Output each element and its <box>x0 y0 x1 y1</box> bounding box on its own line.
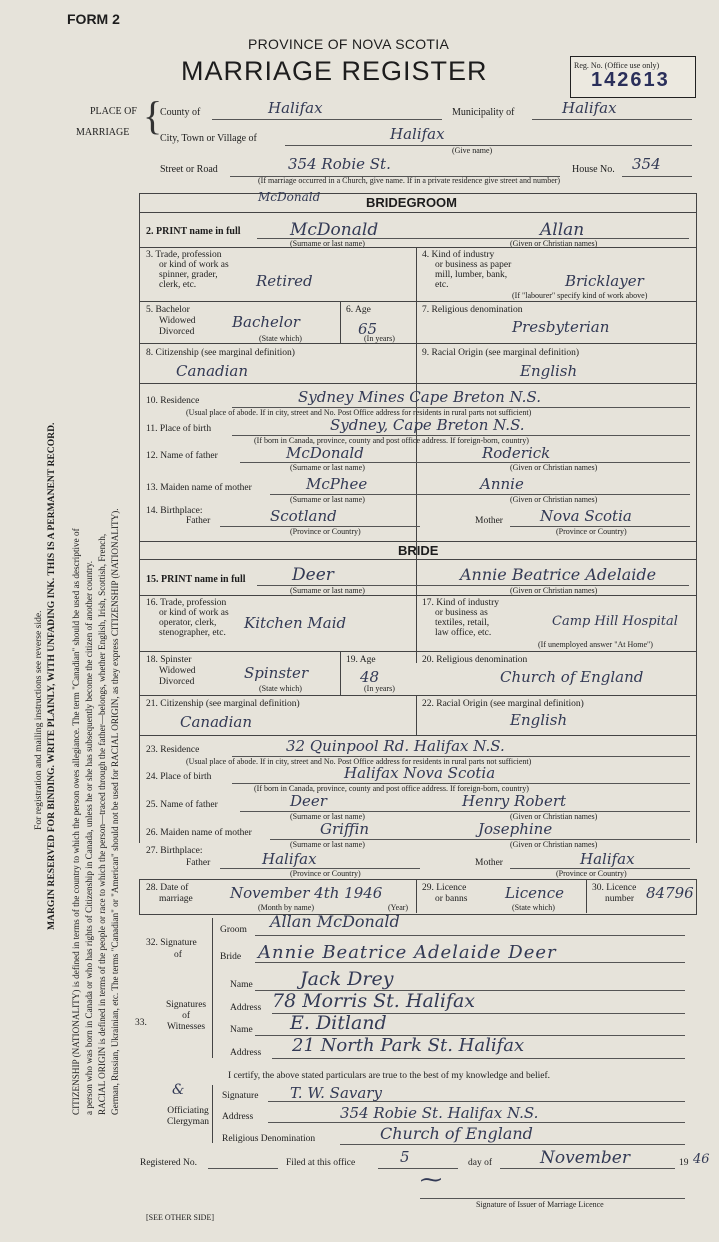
f26-given-hint: (Given or Christian names) <box>510 840 598 849</box>
groom-industry: Bricklayer <box>565 272 644 290</box>
clergy-address: 354 Robie St. Halifax N.S. <box>340 1104 539 1122</box>
marriage-date-hint: (Month by name) <box>258 903 314 912</box>
f13-given-hint: (Given or Christian names) <box>510 495 598 504</box>
groom-birth-hint: (If born in Canada, province, county and post office address. If foreign-born, country) <box>254 436 529 445</box>
f2-label: 2. PRINT name in full <box>146 226 241 237</box>
groom-mother-surname: McPhee <box>306 475 368 493</box>
f9-label: 9. Racial Origin (see marginal definition) <box>422 348 580 358</box>
brace: { <box>143 93 163 138</box>
f27-label: 27. Birthplace: <box>146 846 203 856</box>
bride-mother-birth: Halifax <box>580 850 635 868</box>
f14-father-label: Father <box>186 516 211 526</box>
see-other-side: [SEE OTHER SIDE] <box>146 1213 214 1222</box>
margin-line-5: RACIAL ORIGIN is defined in terms of the people or race to which the person—traced through the father—belongs, whether English, Irish, Scottish, French, <box>97 533 107 1115</box>
clergy-mark: & <box>172 1082 185 1098</box>
f27-father-label: Father <box>186 858 211 868</box>
bride-state-which: (State which) <box>259 684 302 693</box>
f15-label: 15. PRINT name in full <box>146 574 246 585</box>
f5-label: 5. Bachelor Widowed Divorced <box>146 305 196 337</box>
licence-number: 84796 <box>646 884 694 902</box>
margin-line-2: MARGIN RESERVED FOR BINDING. WRITE PLAINLY, WITH UNFADING INK. THIS IS A PERMANENT RECORD. <box>46 422 57 930</box>
issuer-signature: ⁓ <box>420 1168 444 1193</box>
municipality-label: Municipality of <box>452 107 515 118</box>
w1-name: Jack Drey <box>300 968 394 990</box>
reg-no-box <box>570 56 696 98</box>
bride-heading: BRIDE <box>398 543 439 558</box>
bride-given: Annie Beatrice Adelaide <box>460 565 657 584</box>
f22-label: 22. Racial Origin (see marginal definition) <box>422 699 584 709</box>
f25-label: 25. Name of father <box>146 800 218 810</box>
f26-label: 26. Maiden name of mother <box>146 828 252 838</box>
witnesses-label: Signatures of Witnesses <box>166 1000 207 1032</box>
bride-birth-hint: (If born in Canada, province, county and post office address. If foreign-born, country) <box>254 784 529 793</box>
bride-trade: Kitchen Maid <box>244 614 347 632</box>
filed-day: 5 <box>400 1148 410 1166</box>
f4-label: 4. Kind of industry or business as paper mill, lumber, bank, etc. <box>422 250 512 290</box>
f33-label: 33. <box>135 1018 147 1028</box>
groom-given: Allan <box>540 220 585 240</box>
f14-prov-hint-2: (Province or Country) <box>556 527 627 536</box>
f30-label: 30. Licence number <box>592 883 637 904</box>
filed-year: 46 <box>693 1152 710 1167</box>
bride-sig-label: Bride <box>220 952 242 962</box>
filed-month: November <box>540 1148 630 1168</box>
groom-state-which: (State which) <box>259 334 302 343</box>
groom-citizenship: Canadian <box>176 362 249 380</box>
w1-address: 78 Morris St. Halifax <box>272 990 475 1012</box>
house-label: House No. <box>572 164 615 175</box>
groom-in-years: (In years) <box>364 334 395 343</box>
f19-label: 19. Age <box>346 655 376 665</box>
f18-label: 18. Spinster Widowed Divorced <box>146 655 196 687</box>
f10-label: 10. Residence <box>146 396 200 406</box>
w2-name: E. Ditland <box>290 1012 387 1034</box>
f32-of: of <box>174 950 182 960</box>
marriage-year-hint: (Year) <box>388 903 409 912</box>
f27-prov-hint: (Province or Country) <box>290 869 361 878</box>
house-value: 354 <box>632 155 661 173</box>
groom-residence: Sydney Mines Cape Breton N.S. <box>298 388 541 406</box>
bride-surname: Deer <box>292 565 334 585</box>
groom-birth: Sydney, Cape Breton N.S. <box>330 416 525 434</box>
f12-label: 12. Name of father <box>146 451 218 461</box>
w2-name-label: Name <box>230 1025 253 1035</box>
bride-residence-hint: (Usual place of abode. If in city, street and No. Post Office address for residents in rural parts not sufficient) <box>186 757 532 766</box>
f14-label: 14. Birthplace: <box>146 506 203 516</box>
licence-or-banns: Licence <box>505 884 564 902</box>
officiating-label: Officiating Clergyman <box>167 1106 210 1127</box>
bride-residence: 32 Quinpool Rd. Halifax N.S. <box>286 737 505 755</box>
f13-label: 13. Maiden name of mother <box>146 483 252 493</box>
w1-name-label: Name <box>230 980 253 990</box>
groom-marital: Bachelor <box>232 313 300 331</box>
f15-surname-hint: (Surname or last name) <box>290 586 365 595</box>
groom-mother-birth: Nova Scotia <box>540 507 632 525</box>
groom-father-birth: Scotland <box>270 507 337 525</box>
bridegroom-heading: BRIDEGROOM <box>366 195 457 210</box>
f12-surname-hint: (Surname or last name) <box>290 463 365 472</box>
f26-surname-hint: (Surname or last name) <box>290 840 365 849</box>
f14-prov-hint: (Province or Country) <box>290 527 361 536</box>
groom-racial: English <box>520 362 578 380</box>
margin-line-4: a person who was born in Canada or who has rights of Citizenship in Canada, unless he or she has subsequently become the citizen of another country. <box>84 560 94 1115</box>
street-note: (If marriage occurred in a Church, give name. If in a private residence give street and number) <box>258 176 561 185</box>
w2-address-label: Address <box>230 1048 262 1058</box>
f24-label: 24. Place of birth <box>146 772 212 782</box>
bride-signature: Annie Beatrice Adelaide Deer <box>258 942 557 963</box>
groom-given-hint: (Given or Christian names) <box>510 239 598 248</box>
clergy-denomination: Church of England <box>380 1124 533 1143</box>
groom-signature: Allan McDonald <box>270 912 400 931</box>
registered-label: Registered No. <box>140 1158 197 1168</box>
groom-mother-given: Annie <box>480 475 524 493</box>
groom-industry-hint: (If "labourer" specify kind of work above) <box>512 291 648 300</box>
marriage-date: November 4th 1946 <box>230 884 383 902</box>
bride-father-birth: Halifax <box>262 850 317 868</box>
street-label: Street or Road <box>160 164 218 175</box>
city-label: City, Town or Village of <box>160 133 257 144</box>
bride-age: 48 <box>360 668 380 686</box>
bride-religion: Church of England <box>500 668 644 686</box>
bride-industry-hint: (If unemployed answer "At Home") <box>538 640 653 649</box>
reg-no-label: Reg. No. (Office use only) <box>574 61 660 70</box>
certify-text: I certify, the above stated particulars are true to the best of my knowledge and belief. <box>228 1071 550 1081</box>
f23-label: 23. Residence <box>146 745 200 755</box>
groom-sig-label: Groom <box>220 925 247 935</box>
f25-surname-hint: (Surname or last name) <box>290 812 365 821</box>
bride-racial: English <box>510 711 568 729</box>
groom-age: 65 <box>358 320 378 338</box>
groom-father-given: Roderick <box>482 444 551 462</box>
street-value: 354 Robie St. <box>288 155 391 173</box>
f25-given-hint: (Given or Christian names) <box>510 812 598 821</box>
bride-citizenship: Canadian <box>180 713 253 731</box>
f14-mother-label: Mother <box>475 516 503 526</box>
groom-above-heading: McDonald <box>258 190 321 204</box>
f7-label: 7. Religious denomination <box>422 305 523 315</box>
reg-no-value: 142613 <box>591 69 670 91</box>
bride-marital: Spinster <box>244 664 309 682</box>
f3-label: 3. Trade, profession or kind of work as spinner, grader, clerk, etc. <box>146 250 229 290</box>
clergy-address-label: Address <box>222 1112 254 1122</box>
f32-label: 32. Signature <box>146 938 197 948</box>
issuer-label: Signature of Issuer of Marriage Licence <box>476 1200 604 1209</box>
f17-label: 17. Kind of industry or business as textiles, retail, law office, etc. <box>422 598 500 638</box>
bride-father-given: Henry Robert <box>462 792 567 810</box>
groom-father-surname: McDonald <box>286 444 364 462</box>
f11-label: 11. Place of birth <box>146 424 212 434</box>
bride-mother-surname: Griffin <box>320 820 370 838</box>
day-of-label: day of <box>468 1158 493 1168</box>
clergy-sig-label: Signature <box>222 1091 259 1101</box>
margin-line-1: For registration and mailing instructions see reverse side. <box>33 610 44 830</box>
f16-label: 16. Trade, profession or kind of work as operator, clerk, stenographer, etc. <box>146 598 229 638</box>
bride-industry: Camp Hill Hospital <box>552 614 678 629</box>
groom-religion: Presbyterian <box>512 318 610 336</box>
filed-label: Filed at this office <box>286 1158 356 1168</box>
city-value: Halifax <box>390 125 445 143</box>
f21-label: 21. Citizenship (see marginal definition) <box>146 699 300 709</box>
groom-trade: Retired <box>256 272 313 290</box>
denomination-label: Religious Denomination <box>222 1134 316 1144</box>
margin-definitions <box>70 115 122 1115</box>
f28-label: 28. Date of marriage <box>146 883 193 904</box>
f29-label: 29. Licence or banns <box>422 883 468 904</box>
bride-in-years: (In years) <box>364 684 395 693</box>
f27-prov-hint-2: (Province or Country) <box>556 869 627 878</box>
f27-mother-label: Mother <box>475 858 503 868</box>
w1-address-label: Address <box>230 1003 262 1013</box>
margin-line-3: CITIZENSHIP (NATIONALITY) is defined in terms of the country to which the person owes allegiance. The term "Canadian" should be used as descriptive of <box>71 528 81 1115</box>
give-name-hint: (Give name) <box>452 146 493 155</box>
municipality-value: Halifax <box>562 99 617 117</box>
clergy-signature: T. W. Savary <box>290 1084 382 1102</box>
groom-surname-hint: (Surname or last name) <box>290 239 365 248</box>
county-label: County of <box>160 107 201 118</box>
f8-label: 8. Citizenship (see marginal definition) <box>146 348 295 358</box>
place-of-label: PLACE OF <box>90 106 137 117</box>
county-value: Halifax <box>268 99 323 117</box>
f13-surname-hint: (Surname or last name) <box>290 495 365 504</box>
groom-residence-hint: (Usual place of abode. If in city, street and No. Post Office address for residents in rural parts not sufficient) <box>186 408 532 417</box>
groom-surname: McDonald <box>290 220 379 240</box>
f15-given-hint: (Given or Christian names) <box>510 586 598 595</box>
year-prefix: 19 <box>679 1158 689 1168</box>
bride-father-surname: Deer <box>290 792 327 810</box>
licence-state-which: (State which) <box>512 903 555 912</box>
f6-label: 6. Age <box>346 305 371 315</box>
bride-birth: Halifax Nova Scotia <box>344 764 496 782</box>
f12-given-hint: (Given or Christian names) <box>510 463 598 472</box>
marriage-label: MARRIAGE <box>76 127 130 138</box>
margin-line-6: German, Russian, Ukrainian, etc. The terms "Canadian" or "American" should not be used for RACIAL ORIGIN, as they express CITIZENSHIP (NATIONALITY). <box>110 508 120 1115</box>
page-title: MARRIAGE REGISTER <box>181 56 488 86</box>
form-label: FORM 2 <box>67 11 120 27</box>
w2-address: 21 North Park St. Halifax <box>292 1035 525 1056</box>
margin-instructions <box>32 160 58 1160</box>
f20-label: 20. Religious denomination <box>422 655 528 665</box>
province-title: PROVINCE OF NOVA SCOTIA <box>248 36 450 52</box>
bride-mother-given: Josephine <box>478 820 553 838</box>
